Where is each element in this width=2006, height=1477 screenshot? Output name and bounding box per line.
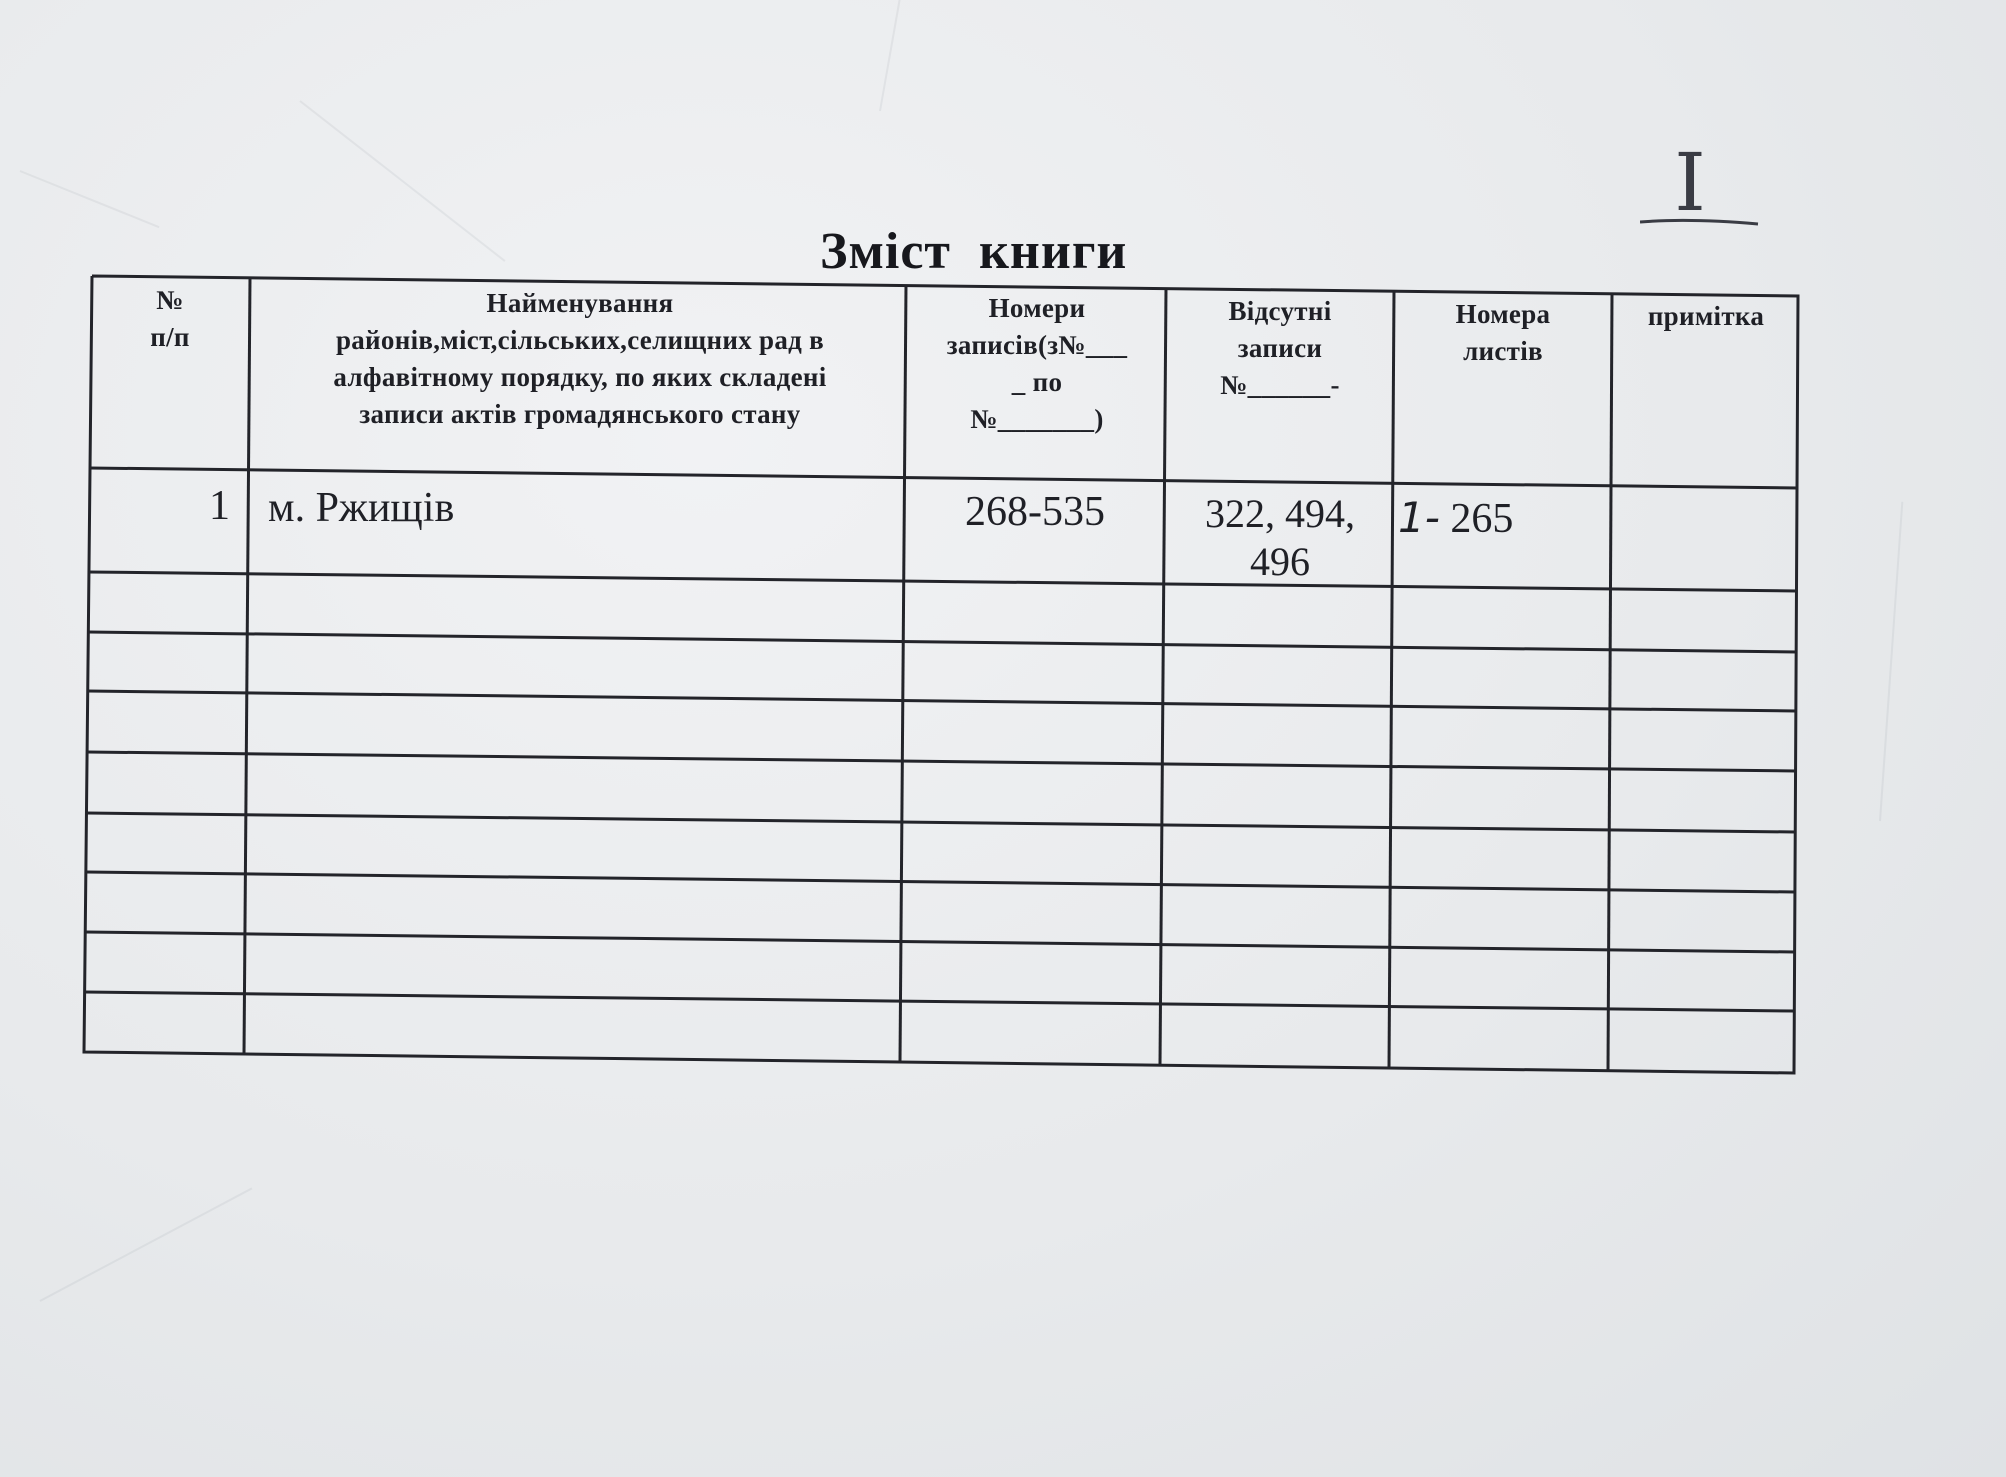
row-divider <box>85 992 1794 1011</box>
row-divider <box>89 572 1797 591</box>
row-divider <box>89 632 1797 652</box>
row-1-sheet-numbers-value: 265 <box>1450 496 1514 542</box>
paper-crease <box>879 0 902 111</box>
handwritten-page-mark-text: I <box>1674 140 1706 229</box>
column-divider <box>900 285 906 1062</box>
handwritten-page-mark <box>1640 140 1760 240</box>
row-1-name: м. Ржищів <box>268 485 455 531</box>
document-title: Зміст книги <box>820 223 1128 280</box>
row-1-record-numbers: 268-535 <box>965 489 1105 535</box>
paper-crease <box>20 170 160 228</box>
row-divider <box>87 872 1795 892</box>
row-1-sheet-numbers <box>1398 494 1608 543</box>
column-divider <box>1389 291 1394 1068</box>
row-divider <box>88 691 1796 711</box>
column-divider <box>1608 294 1612 1071</box>
row-divider <box>86 932 1795 952</box>
header-name: Найменування районів,міст,сільських,селищних рад в алфавітному порядку, по яких складені записи актів громадянського стану <box>333 288 827 429</box>
header-record-numbers: Номери записів(з№___ _ по №_______) <box>946 293 1128 434</box>
row-1-sheet-numbers-hand: 1- <box>1398 493 1440 542</box>
column-divider <box>244 278 250 1054</box>
paper-crease <box>299 100 505 262</box>
paper-crease <box>40 1187 253 1301</box>
row-1-number: 1 <box>209 483 230 529</box>
row-1-missing-records: 322, 494, 496 <box>1205 491 1355 584</box>
header-sheet-numbers: Номера листів <box>1455 299 1551 366</box>
header-missing-records: Відсутні записи №______- <box>1220 296 1340 400</box>
row-divider <box>88 752 1796 771</box>
header-note: примітка <box>1647 301 1765 331</box>
paper-crease <box>1879 502 1903 821</box>
header-number: № п/п <box>150 285 190 352</box>
row-divider <box>87 813 1795 832</box>
